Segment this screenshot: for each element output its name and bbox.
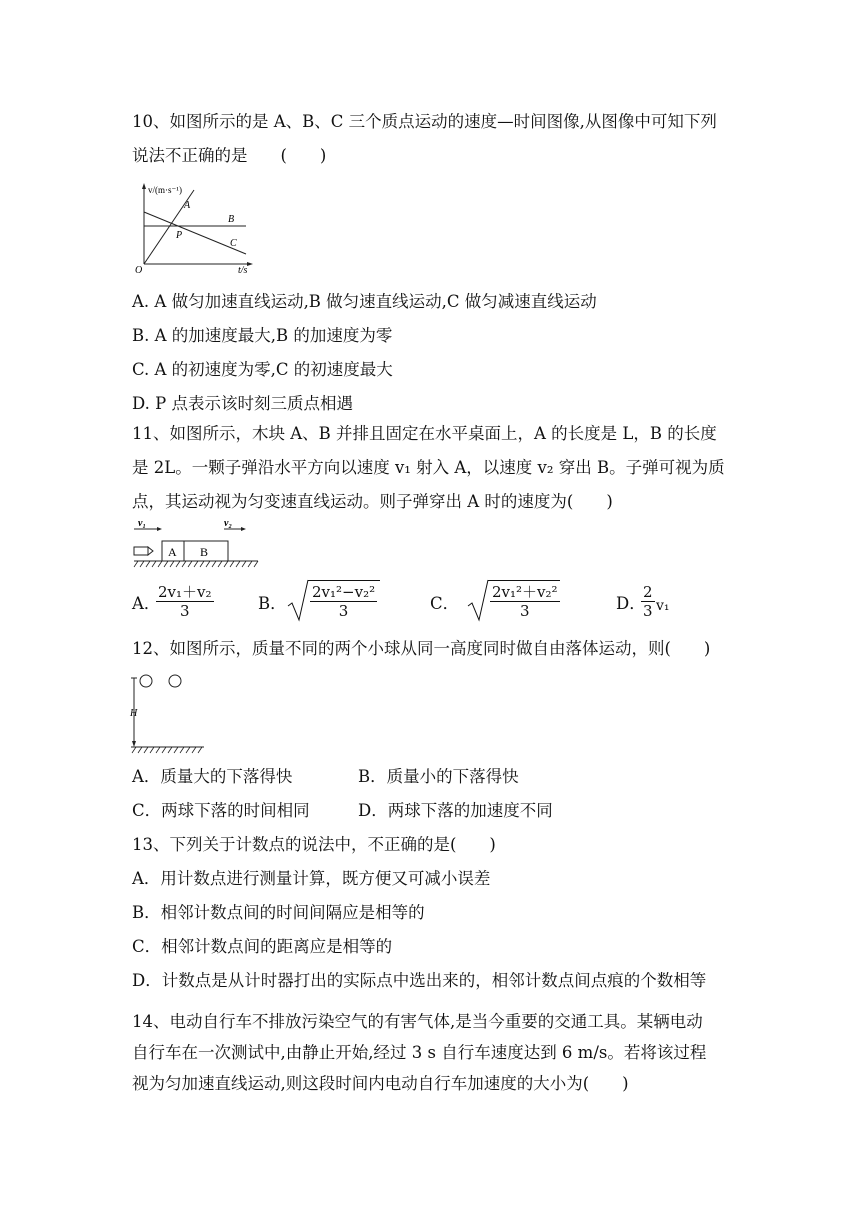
q13-option-a: A．用计数点进行测量计算，既方便又可减小误差 (132, 869, 491, 888)
q13-option-b: B．相邻计数点间的时间间隔应是相等的 (132, 903, 425, 922)
q12-ball-2 (169, 675, 181, 687)
q10-line-c-label: C (230, 238, 237, 249)
q10-option-d: D. P 点表示该时刻三质点相遇 (132, 394, 353, 413)
q11-stem-line1: 11、如图所示，木块 A、B 并排且固定在水平桌面上，A 的长度是 L，B 的长度 (132, 424, 717, 443)
q11-option-c-denominator: 3 (520, 602, 530, 620)
q10-y-arrow (142, 183, 146, 189)
q10-option-a: A. A 做匀加速直线运动,B 做匀速直线运动,C 做匀减速直线运动 (132, 292, 597, 311)
q14-stem-line2: 自行车在一次测试中,由静止开始,经过 3 s 自行车速度达到 6 m/s。若将该过程 (132, 1043, 707, 1062)
q11-option-a-fraction (156, 583, 214, 620)
q11-option-d-label: D． (616, 594, 646, 613)
q11-stem-line3: 点，其运动视为匀变速直线运动。则子弹穿出 A 时的速度为( ) (132, 492, 613, 511)
q12-option-b: B．质量小的下落得快 (358, 767, 519, 786)
q11-option-c-fraction (490, 583, 560, 620)
q12-falling-balls-figure (128, 670, 208, 754)
q10-y-axis-label: v/(m·s⁻¹) (148, 185, 182, 195)
q11-option-a-label: A． (132, 594, 161, 613)
q11-bullet (134, 547, 148, 555)
q11-option-c-label: C． (430, 594, 460, 613)
q11-option-b-fraction (310, 583, 377, 620)
q11-option-d-fraction (641, 583, 655, 620)
q11-option-c-radical (466, 578, 490, 622)
q10-point-label: P (176, 230, 183, 241)
q10-stem-line1: 10、如图所示的是 A、B、C 三个质点运动的速度—时间图像,从图像中可知下列 (132, 112, 717, 131)
q11-blocks-figure (132, 516, 262, 568)
q13-option-c: C．相邻计数点间的距离应是相等的 (132, 937, 393, 956)
q10-line-a-label: A (184, 200, 191, 211)
q12-stem: 12、如图所示，质量不同的两个小球从同一高度同时做自由落体运动，则( ) (132, 639, 711, 658)
q12-ball-1 (140, 675, 152, 687)
q11-option-d-tail: v₁ (656, 598, 670, 614)
q11-block-b-label: B (200, 545, 209, 559)
q11-option-c-numerator: 2v₁²＋v₂² (492, 583, 558, 601)
q11-v2-label: v₂ (224, 518, 232, 529)
q10-option-c: C. A 的初速度为零,C 的初速度最大 (132, 360, 393, 379)
q10-x-axis-label: t/s (238, 265, 248, 276)
q11-option-b-radical (286, 578, 310, 622)
q10-x-arrow (247, 262, 253, 266)
q11-option-a-denominator: 3 (179, 602, 190, 620)
q11-option-b-numerator: 2v₁²−v₂² (312, 583, 376, 601)
q11-option-d-denominator: 3 (643, 602, 653, 620)
q11-option-b-denominator: 3 (338, 602, 349, 620)
q14-stem-line1: 14、电动自行车不排放污染空气的有害气体,是当今重要的交通工具。某辆电动 (132, 1012, 703, 1031)
q11-block-a-label: A (168, 545, 177, 559)
q14-stem-line3: 视为匀加速直线运动,则这段时间内电动自行车加速度的大小为( ) (132, 1074, 629, 1093)
q12-option-d: D．两球下落的加速度不同 (358, 801, 553, 820)
q10-vt-graph (132, 180, 262, 276)
q10-origin-label: O (135, 265, 143, 276)
q10-line-b-label: B (228, 214, 235, 225)
q10-stem-line2: 说法不正确的是 ( ) (132, 146, 327, 165)
q11-option-d-numerator: 2 (643, 583, 653, 601)
q11-stem-line2: 是 2L。一颗子弹沿水平方向以速度 v₁ 射入 A，以速度 v₂ 穿出 B。子弹可视为质 (132, 458, 725, 477)
q13-stem: 13、下列关于计数点的说法中，不正确的是( ) (132, 835, 496, 854)
q11-option-b-label: B． (258, 594, 287, 613)
q11-v1-label: v₁ (138, 518, 146, 529)
q13-option-d: D．计数点是从计时器打出的实际点中选出来的，相邻计数点间点痕的个数相等 (132, 971, 707, 990)
q11-option-a-numerator: 2v₁＋v₂ (158, 583, 212, 601)
q10-option-b: B. A 的加速度最大,B 的加速度为零 (132, 326, 393, 345)
q12-height-label: H (130, 708, 138, 719)
q12-option-a: A．质量大的下落得快 (132, 767, 293, 786)
q12-option-c: C．两球下落的时间相同 (132, 801, 310, 820)
